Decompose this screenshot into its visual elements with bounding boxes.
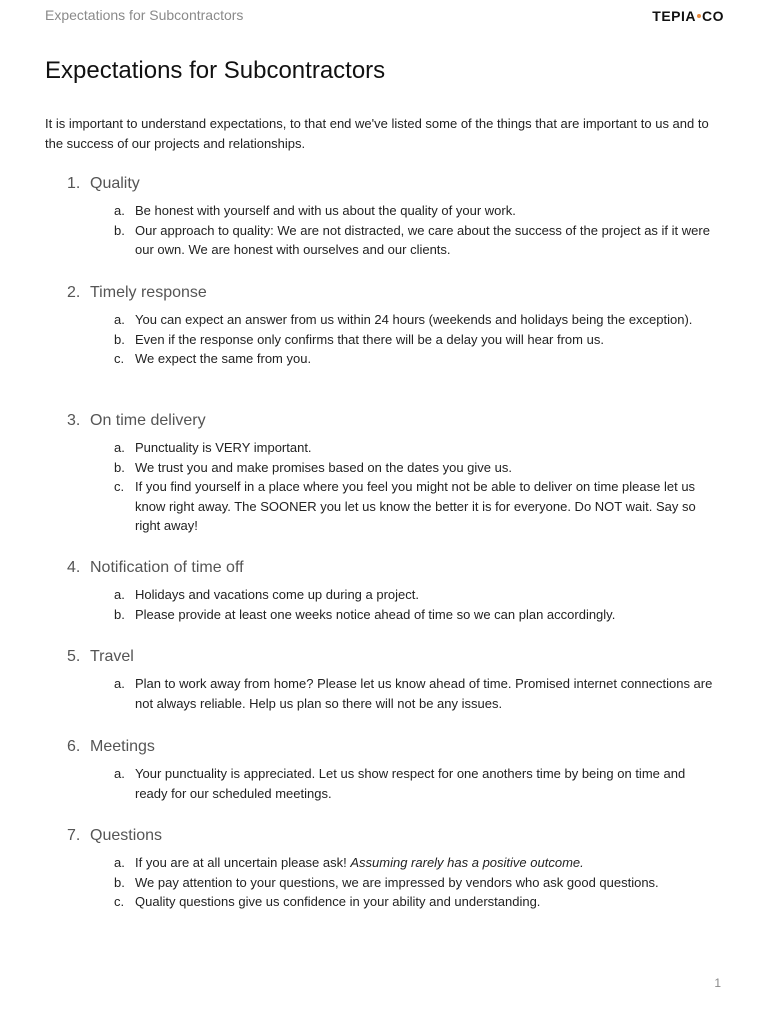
list-item (0, 873, 720, 893)
item-letter: c. (114, 894, 125, 909)
list-item (0, 330, 720, 350)
list-item (0, 310, 720, 330)
item-letter: a. (114, 855, 125, 870)
item-letter: a. (114, 587, 125, 602)
item-text: Holidays and vacations come up during a project. (135, 587, 419, 602)
section-title: Quality (90, 175, 140, 192)
logo-text-right: CO (702, 8, 724, 24)
list-item (0, 458, 720, 478)
list-item (0, 477, 720, 536)
section-heading (67, 738, 155, 756)
running-header-title: Expectations for Subcontractors (45, 7, 244, 23)
item-text: Please provide at least one weeks notice ahead of time so we can plan accordingly. (135, 606, 616, 622)
section-heading (67, 559, 244, 577)
item-text: If you are at all uncertain please ask! (135, 855, 351, 870)
item-list (0, 201, 768, 260)
item-letter: a. (114, 766, 125, 781)
item-list (0, 438, 768, 536)
section-heading (67, 175, 140, 193)
item-text: We trust you and make promises based on the dates you give us. (135, 459, 512, 475)
item-list (0, 853, 768, 912)
list-item (0, 674, 720, 713)
section-heading (67, 648, 134, 666)
item-letter: b. (114, 874, 125, 890)
document-title: Expectations for Subcontractors (45, 57, 386, 84)
list-item (0, 221, 720, 260)
logo-dot-icon (697, 14, 701, 18)
item-text: Be honest with yourself and with us about the quality of your work. (135, 203, 516, 218)
item-letter: b. (114, 459, 125, 475)
item-text: If you find yourself in a place where you feel you might not be able to deliver on time please let us know right away. The SOONER you let us know the better it is for everyone. Do NOT wait. Say so right away! (135, 479, 696, 533)
item-letter: a. (114, 203, 125, 218)
section-title: Questions (90, 827, 163, 844)
section-number: 5. (67, 648, 81, 665)
section-number: 3. (67, 412, 81, 429)
item-list (0, 310, 768, 369)
item-letter: a. (114, 676, 125, 691)
item-text: Your punctuality is appreciated. Let us show respect for one anothers time by being on time and ready for our scheduled meetings. (135, 766, 686, 801)
item-text: Punctuality is VERY important. (135, 440, 312, 455)
item-text: Plan to work away from home? Please let us know ahead of time. Promised internet connections are not always reliable. Help us plan so there will not be any issues. (135, 676, 713, 711)
item-list (0, 674, 768, 713)
section-title: Timely response (90, 284, 207, 301)
item-letter: c. (114, 479, 125, 494)
item-text: We pay attention to your questions, we are impressed by vendors who ask good questions. (135, 874, 659, 890)
section-number: 4. (67, 559, 81, 576)
item-text: Our approach to quality: We are not distracted, we care about the success of the project as if it were our own. We are honest with ourselves and our clients. (135, 222, 710, 257)
list-item (0, 605, 720, 625)
item-text: Quality questions give us confidence in your ability and understanding. (135, 894, 541, 909)
list-item (0, 585, 720, 605)
section-title: On time delivery (90, 412, 206, 429)
item-letter: a. (114, 440, 125, 455)
list-item (0, 349, 720, 369)
section-number: 1. (67, 175, 81, 192)
item-letter: a. (114, 312, 125, 327)
item-emphasis-text: Assuming rarely has a positive outcome. (350, 855, 584, 870)
section-title: Meetings (90, 738, 155, 755)
section-number: 6. (67, 738, 81, 755)
list-item (0, 201, 720, 221)
item-letter: b. (114, 606, 125, 622)
item-list (0, 764, 768, 803)
logo-text-left: TEPIA (652, 8, 696, 24)
list-item (0, 438, 720, 458)
item-letter: b. (114, 222, 125, 238)
item-text: You can expect an answer from us within 24 hours (weekends and holidays being the exception). (135, 312, 693, 327)
item-letter: b. (114, 331, 125, 347)
list-item (0, 764, 720, 803)
item-letter: c. (114, 351, 125, 366)
company-logo (652, 8, 724, 24)
item-text: We expect the same from you. (135, 351, 312, 366)
list-item (0, 853, 720, 873)
section-title: Travel (90, 648, 134, 665)
section-number: 7. (67, 827, 81, 844)
intro-paragraph: It is important to understand expectations, to that end we've listed some of the things that are important to us and to the success of our projects and relationships. (45, 116, 709, 151)
section-heading (67, 412, 206, 430)
page-number: 1 (714, 976, 721, 990)
section-heading (67, 284, 207, 302)
item-list (0, 585, 768, 624)
section-heading (67, 827, 162, 845)
item-text: Even if the response only confirms that there will be a delay you will hear from us. (135, 331, 604, 347)
section-title: Notification of time off (90, 559, 244, 576)
list-item (0, 892, 720, 912)
section-number: 2. (67, 284, 81, 301)
